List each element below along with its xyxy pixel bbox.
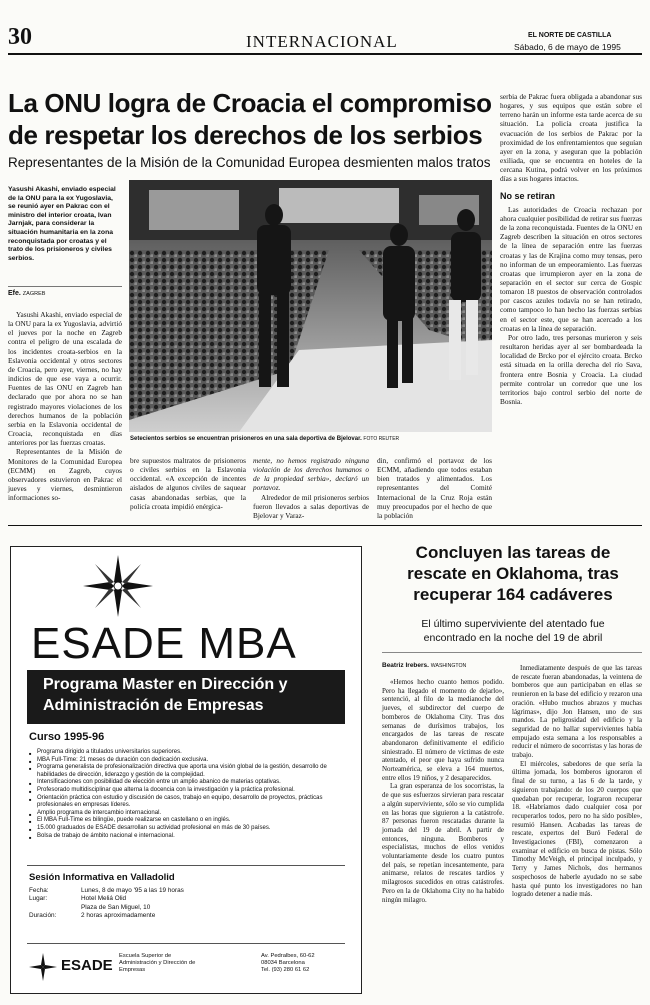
ad-bullet: ■ Bolsa de trabajo de ámbito nacional e internacional. (29, 833, 347, 841)
lead-right-column (500, 92, 642, 406)
paper-name: EL NORTE DE CASTILLA (528, 32, 612, 39)
paragraph: La gran esperanza de los socorristas, la de que sus esfuerzos sirvieran para rescatar a algún superviviente, sólo se vio cumplida en las horas que siguieron a la catástrofe. 87 personas fueron rescatadas durante la jornada del 19 de abril. A partir de entonces, ninguna. Bomberos y especialistas, muchos de ellos venidos voluntariamente desde los cuatro puntos del país, se repetían incesantemente, para animarse, relatos de rescates tardíos y milagrosos sucedidos en otras catástrofes. Pero en la de Oklahoma City no ha habido ningún milagro. (382, 782, 504, 904)
ad-brand: ESADE MBA (31, 619, 297, 668)
issue-date: Sábado, 6 de mayo de 1995 (514, 42, 621, 52)
paragraph: mente, no hemos registrado ninguna violación de los derechos humanos o de la propiedad serbia», declaró un portavoz. (253, 456, 369, 493)
ad-bullet: ■ Orientación práctica con estudio y discusión de casos, trabajo en equipo, desarrollo de proyectos, prácticas profesionales en empresas líderes. (29, 795, 347, 810)
headline-line: rescate en Oklahoma, tras (407, 564, 619, 583)
photo-credit: FOTO REUTER (363, 436, 400, 442)
compass-rose-icon (83, 555, 153, 617)
paragraph: «Hemos hecho cuanto hemos podido. Pero ha llegado el momento de dejarlo», sentenció, al filo de la medianoche del jueves, el subdirector del cuerpo de bomberos de Oklahoma City. Tras dos semanas de durísimos trabajos, los encargados de las tareas de rescate abandonaron definitivamente el edificio siniestrado. El número de víctimas de este atentado, el peor que haya sufrido nunca Norteamérica, se eleva a 164 muertos, entre ellos 19 niños, y 2 desaparecidos. (382, 678, 504, 782)
lead-column-3 (253, 456, 369, 520)
school-address (261, 953, 315, 975)
banner-line2: Administración de Empresas (43, 697, 264, 714)
session-row (29, 895, 329, 903)
photo-prisoners (129, 180, 492, 432)
paragraph: El miércoles, sabedores de que sería la última jornada, los bomberos ignoraron el final de su turno, a las 6 de la tarde, y siguieron trabajando: de los 20 cuerpos que quedaban por recuperar, lograron recuperar 18. «Habríamos dado cualquier cosa por recuperarlos todos, pero no ha sido posible», resumió Hansen. Acabadas las tareas de rescate, expertos del Buró Federal de Investigaciones (FBI), comenzaron a examinar el edificio en busca de pistas. Sólo Timothy McVeigh, el principal inculpado, y Terry y James Nichols, dos hermanos sospechosos de haberle ayudado no se sabe hasta qué punto los investigadores no han logrado detener a nadie más. (512, 759, 642, 899)
second-headline (382, 542, 644, 605)
paragraph: Las autoridades de Croacia rechazan por ahora cualquier posibilidad de retirar sus fuerzas de la zona reconquistada. Fuentes de la ONU en Zagreb describen la situación en otros sectores de la línea de separación entre las fuerzas croatas y las de Krajina como muy tensas, pero no informan de un empeoramiento. Las fuerzas croatas que irrumpieron ayer en la zona de separación en el sector sur cerca de Gospic tomaron 18 puestos de observación controlados por cascos azules todavía no se han retirado, como tampoco lo han hecho las fuerzas serbias en el sector este, que se han acercado a los croatas en la línea de separación. (500, 204, 642, 333)
lead-summary: Yasushi Akashi, enviado especial de la ONU para la ex Yugoslavia, se reunió ayer en Pakrac con el ministro del interior croata, Ivan Jarnjak, para considerar la situación humanitaria en la zona reconquistada por croatas y el trato de los prisioneros y civiles serbios. (8, 186, 116, 262)
lead-headline-line2: de respetar los derechos de los serbios (8, 120, 483, 150)
address-line: Tel. (93) 280 61 62 (261, 967, 310, 974)
headline-line: Concluyen las tareas de (415, 543, 611, 562)
headline-line: recuperar 164 cadáveres (413, 585, 613, 604)
banner-line1: Programa Master en Dirección y (43, 676, 288, 693)
byline-agency: Efe. (8, 290, 21, 297)
summary-rule (8, 286, 122, 287)
second-story-rule (382, 652, 642, 653)
section-title: INTERNACIONAL (246, 32, 398, 51)
ad-bullet: ■ Intensificaciones con posibilidad de elección entre un amplio abanico de materias optativas. (29, 779, 347, 787)
second-column-2 (512, 664, 642, 899)
page-number: 30 (8, 24, 32, 50)
byline-author: Beatriz Irebers. (382, 662, 429, 669)
ad-bullet: ■ Programa dirigido a titulados universitarios superiores. (29, 749, 347, 757)
ad-footer-divider (27, 943, 345, 944)
subhead-line: El último superviviente del atentado fue (421, 618, 605, 630)
session-value: 2 horas aproximadamente (81, 912, 156, 920)
lead-byline (8, 290, 45, 297)
lead-column-2 (130, 456, 246, 511)
ad-bullet: ■ Programa generalista de profesionalización directiva que aporta una visión global de la gestión, desarrollo de habilidades de dirección, liderazgo y gestión de la complejidad. (29, 764, 347, 779)
ad-bullet: ■ El MBA Full-Time es bilingüe, puede realizarse en castellano o en inglés. (29, 817, 347, 825)
second-subhead (382, 618, 644, 645)
logo-text: ESADE (61, 957, 113, 974)
second-column-1 (382, 678, 504, 904)
ad-bullet: ■ MBA Full-Time: 21 meses de duración con dedicación exclusiva. (29, 757, 347, 765)
paragraph: Inmediatamente después de que las tareas de rescate fueran abandonadas, la veintena de bomberos que aun participaban en ellas se reunieron en la base del edificio y rezaron una oración. «Hubo muchos abrazos y muchas lágrimas», dijo Jon Hansen, uno de sus mandos. La peligrosidad del edificio y la seguridad de no hallar supervivientes había empujado esta semana a los responsables a reducir el número de socorristas y las horas de trabajo. (512, 664, 642, 760)
esade-ad (10, 546, 362, 994)
school-line: Administración y Dirección de (119, 960, 196, 967)
byline-place: ZAGREB (22, 291, 46, 297)
lead-column-1 (8, 310, 122, 502)
address-line: Av. Pedralbes, 60-62 (261, 953, 315, 959)
lead-headline-line1: La ONU logra de Croacia el compromiso (8, 88, 492, 118)
ad-bullet: ■ Amplio programa de intercambio internacional. (29, 810, 347, 818)
ad-course: Curso 1995-96 (29, 731, 105, 743)
ad-bullet-list (29, 749, 347, 840)
school-name (119, 953, 195, 975)
ad-bullet: ■ Profesorado multidisciplinar que alterna la docencia con la investigación y la práctica profesional. (29, 787, 347, 795)
ad-divider (27, 865, 345, 866)
byline-place: WASHINGTON (430, 663, 467, 669)
address-line: 08034 Barcelona (261, 960, 305, 967)
session-value: Hotel Meliá Olid (81, 895, 127, 903)
school-line: Empresas (119, 967, 146, 974)
session-label: Fecha: (29, 887, 49, 894)
caption-text: Setecientos serbios se encuentran prisioneros en una sala deportiva de Bjelovar. (130, 436, 362, 442)
school-line: Escuela Superior de (119, 953, 172, 959)
session-row (29, 912, 329, 920)
paragraph: serbia de Pakrac fuera obligada a abandonar sus hogares, y sus equipos que están sobre el terreno harán un informe esta tarde acerca de su situación. La policía croata justifica la evacuación de los serbios de Pakrac por la proximidad de los enfrentamientos que seguían ayer en la zona, y aseguran que la población exiliada, que se encuentra en hoteles de la cercana Kutina, podrá volver en los próximos días a sus hogares intactos. (500, 92, 642, 184)
paragraph: din, confirmó el portavoz de los ECMM, añadiendo que todos estaban bien tratados y alimentados. Los representantes del Comité Internacional de la Cruz Roja están muy preocupados por el hecho de que la población (377, 456, 492, 520)
ad-banner (27, 670, 345, 724)
header-rule (8, 53, 642, 55)
story-separator-rule (8, 525, 642, 526)
session-row (29, 887, 329, 895)
paragraph: Yasushi Akashi, enviado especial de la ONU para la ex Yugoslavia, advirtió el jueves por la noche en Zagreb contra el peligro de una escalada de los incidentes croata-serbios en la Eslavonia occidental y otros sectores de Croacia, pero ayer, viernes, no hay indicios de que ese vaya a ocurrir. Fuentes de las ONU en Zagreb han declarado que por ahora no se han registrado mayores violaciones de los derechos humanos de la población serbia en la Eslavonia occidental de Croacia, reconquistada en días anteriores por las fuerzas croatas. (8, 310, 122, 448)
session-label: Lugar: (29, 895, 48, 903)
paragraph: Representantes de la Misión de Monitores de la Comunidad Europea (ECMM) en Zagreb, cuyos observadores estuvieron en Pakrac el jueves y viernes, desmintieron informaciones so- (8, 447, 122, 503)
session-value: Plaza de San Miguel, 10 (81, 903, 151, 911)
paragraph: Alrededor de mil prisioneros serbios fueron llevados a salas deportivas de Bjelovar y Varaz- (253, 492, 369, 520)
session-title: Sesión Informativa en Valladolid (29, 872, 175, 883)
session-details (29, 887, 329, 921)
photo-caption (130, 436, 399, 442)
photo-image (129, 180, 492, 432)
paragraph: Por otro lado, tres personas murieron y seis resultaron heridas ayer al ser bombardeada la localidad de Brcko por el ejército croata. Brcko está situada en la orilla derecha del río Sava, frontera entre Bosnia y Croacia. La ciudad permite controlar un corredor que une los territorios bajo control serbio del norte de Bosnia. (500, 332, 642, 406)
second-byline (382, 662, 466, 669)
lead-column-4 (377, 456, 492, 520)
subhead-line: encontrado en la noche del 19 de abril (423, 631, 603, 644)
ad-bullet: ■ 15.000 graduados de ESADE desarrollan su actividad profesional en más de 30 países. (29, 825, 347, 833)
session-label: Duración: (29, 912, 57, 920)
lead-subhead: Representantes de la Misión de la Comunidad Europea desmienten malos tratos (8, 155, 491, 170)
session-row (29, 904, 329, 912)
paragraph: bre supuestos maltratos de prisioneros o civiles serbios en la Eslavonia occidental. «A excepción de incentes aislados de algunos civiles de saquear casas abandonadas serbias, que la policía croata impidió enérgica- (130, 456, 246, 511)
right-subhead: No se retiran (500, 190, 556, 201)
esade-logo-icon (29, 953, 57, 981)
session-value: Lunes, 8 de mayo '95 a las 19 horas (81, 887, 184, 894)
